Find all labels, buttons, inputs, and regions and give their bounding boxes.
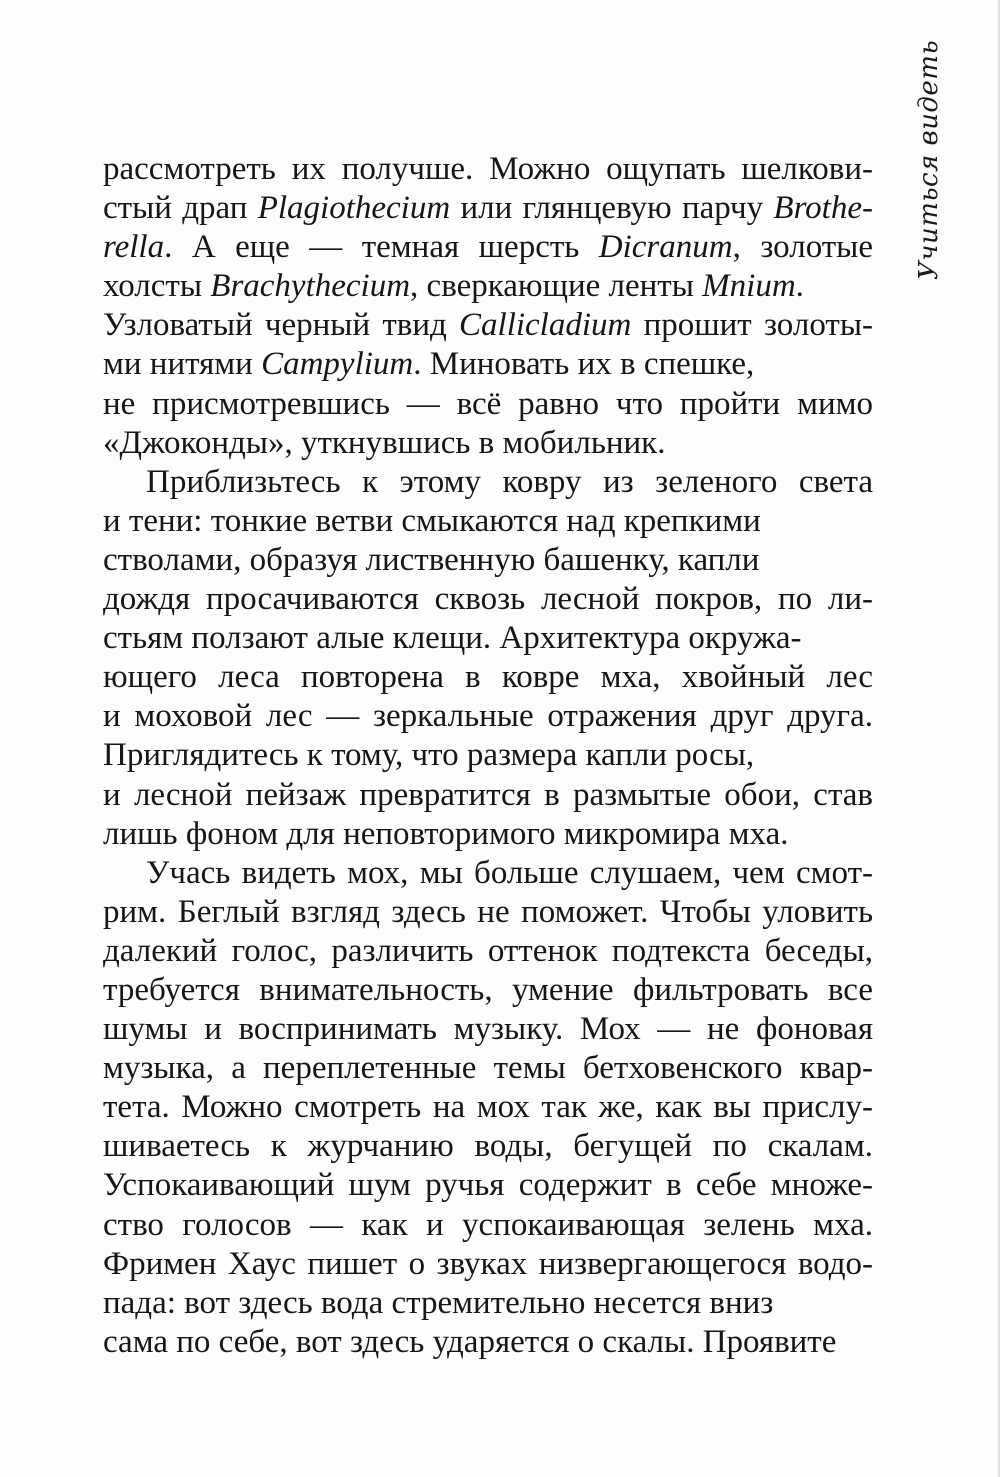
text-line xyxy=(103,1245,873,1284)
line-inner xyxy=(103,503,761,539)
line-inner xyxy=(103,1011,873,1047)
text-line xyxy=(103,345,873,384)
text-line xyxy=(103,306,873,345)
text-segment: шумы и воспринимать музыку. Мох — не фоновая xyxy=(103,1011,873,1048)
line-inner xyxy=(103,1246,873,1282)
latin-name: Dicranum xyxy=(598,229,733,266)
line-inner xyxy=(103,894,873,930)
text-line xyxy=(103,267,873,306)
text-line xyxy=(103,619,873,658)
text-line xyxy=(103,1010,873,1049)
running-head: Учиться видеть xyxy=(914,39,944,280)
text-line xyxy=(103,1166,873,1205)
line-inner xyxy=(103,151,873,187)
text-segment: или глянцевую парчу xyxy=(450,190,774,227)
text-line xyxy=(103,1127,873,1166)
latin-name: Brothe- xyxy=(773,190,873,227)
text-segment: Учась видеть мох, мы больше слушаем, чем смот- xyxy=(146,854,873,891)
latin-name: Plagiothecium xyxy=(257,190,451,227)
line-inner xyxy=(146,855,873,891)
text-segment: Приглядитесь к тому, что размера капли росы, xyxy=(103,737,755,774)
text-segment: музыка, а переплетенные темы бетховенского квар- xyxy=(103,1050,873,1087)
text-segment: , золотые xyxy=(732,229,873,266)
text-line xyxy=(103,697,873,736)
text-segment: ство голосов — как и успокаивающая зелень мха. xyxy=(103,1206,873,1243)
text-segment: пада: вот здесь вода стремительно несется вниз xyxy=(103,1284,774,1321)
text-segment: рим. Беглый взгляд здесь не поможет. Чтобы уловить xyxy=(103,893,873,930)
text-segment: Успокаивающий шум ручья содержит в себе множе- xyxy=(103,1167,873,1204)
line-inner xyxy=(103,268,804,304)
text-segment: и тени: тонкие ветви смыкаются над крепкими xyxy=(103,502,761,539)
line-inner xyxy=(103,1050,873,1086)
text-line xyxy=(103,971,873,1010)
line-inner xyxy=(103,933,873,969)
text-segment: далекий голос, различить оттенок подтекста беседы, xyxy=(103,932,873,969)
text-line xyxy=(103,150,873,189)
text-line xyxy=(103,1323,873,1362)
text-line xyxy=(103,658,873,697)
line-inner xyxy=(146,464,873,500)
line-inner xyxy=(103,1128,873,1164)
text-line xyxy=(103,776,873,815)
latin-name: rella xyxy=(103,229,165,266)
line-inner xyxy=(103,307,873,343)
text-segment: шиваетесь к журчанию воды, бегущей по скалам. xyxy=(103,1128,873,1165)
text-segment: сама по себе, вот здесь ударяется о скалы. Проявите xyxy=(103,1323,837,1360)
text-line xyxy=(103,815,873,854)
line-inner xyxy=(103,581,873,617)
text-line xyxy=(103,1206,873,1245)
line-inner xyxy=(103,620,802,656)
text-segment: дождя просачиваются сквозь лесной покров, по ли- xyxy=(103,581,873,618)
latin-name: Campylium xyxy=(261,346,414,383)
text-line xyxy=(103,854,873,893)
line-inner xyxy=(103,972,873,1008)
text-segment: и моховой лес — зеркальные отражения друг друга. xyxy=(103,698,873,735)
text-line xyxy=(103,1284,873,1323)
text-line xyxy=(103,580,873,619)
text-segment: требуется внимательность, умение фильтровать все xyxy=(103,971,873,1008)
text-segment: лишь фоном для неповторимого микромира мха. xyxy=(103,815,789,852)
line-inner xyxy=(103,1285,773,1321)
text-segment: стьям ползают алые клещи. Архитектура окружа- xyxy=(103,620,802,657)
text-segment: прошит золоты- xyxy=(631,307,873,344)
latin-name: Callicladium xyxy=(459,307,632,344)
text-line xyxy=(103,893,873,932)
text-line xyxy=(103,1088,873,1127)
line-inner xyxy=(103,229,873,265)
latin-name: Brachythecium xyxy=(210,268,411,305)
text-segment: Узловатый черный твид xyxy=(103,307,460,344)
text-segment: стволами, образуя лиственную башенку, капли xyxy=(103,541,760,578)
line-inner xyxy=(103,1207,873,1243)
text-segment: . А еще — темная шерсть xyxy=(164,229,599,266)
line-inner xyxy=(103,698,873,734)
text-line xyxy=(103,541,873,580)
text-segment: Приблизьтесь к этому ковру из зеленого света xyxy=(146,463,873,500)
line-inner xyxy=(103,1089,873,1125)
text-line xyxy=(103,736,873,775)
text-segment: тета. Можно смотреть на мох так же, как вы прислу- xyxy=(103,1089,873,1126)
line-inner xyxy=(103,659,873,695)
line-inner xyxy=(103,1167,873,1203)
text-line xyxy=(103,1049,873,1088)
text-segment: стый драп xyxy=(103,190,258,227)
text-segment: . xyxy=(795,268,804,305)
text-segment: , сверкающие ленты xyxy=(410,268,703,305)
text-line xyxy=(103,932,873,971)
text-segment: Фримен Хаус пишет о звуках низвергающегося водо- xyxy=(103,1245,873,1282)
line-inner xyxy=(103,737,754,773)
text-line xyxy=(103,463,873,502)
line-inner xyxy=(103,386,873,422)
text-line xyxy=(103,424,873,463)
line-inner xyxy=(103,542,759,578)
line-inner xyxy=(103,346,754,382)
line-inner xyxy=(103,777,873,813)
text-line xyxy=(103,228,873,267)
text-line xyxy=(103,502,873,541)
text-segment: ющего леса повторена в ковре мха, хвойный лес xyxy=(103,659,873,696)
text-segment: рассмотреть их получше. Можно ощупать шелкови- xyxy=(103,151,873,187)
text-segment: холсты xyxy=(103,268,211,305)
page-text xyxy=(103,150,873,1362)
text-line xyxy=(103,189,873,228)
text-segment: ми нитями xyxy=(103,346,262,383)
text-line xyxy=(103,385,873,424)
text-segment: и лесной пейзаж превратится в размытые обои, став xyxy=(103,776,873,813)
text-segment: не присмотревшись — всё равно что пройти мимо xyxy=(103,385,873,422)
line-inner xyxy=(103,190,873,226)
text-segment: «Джоконды», уткнувшись в мобильник. xyxy=(103,424,666,461)
text-segment: . Миновать их в спешке, xyxy=(413,346,755,383)
latin-name: Mnium xyxy=(702,268,796,305)
